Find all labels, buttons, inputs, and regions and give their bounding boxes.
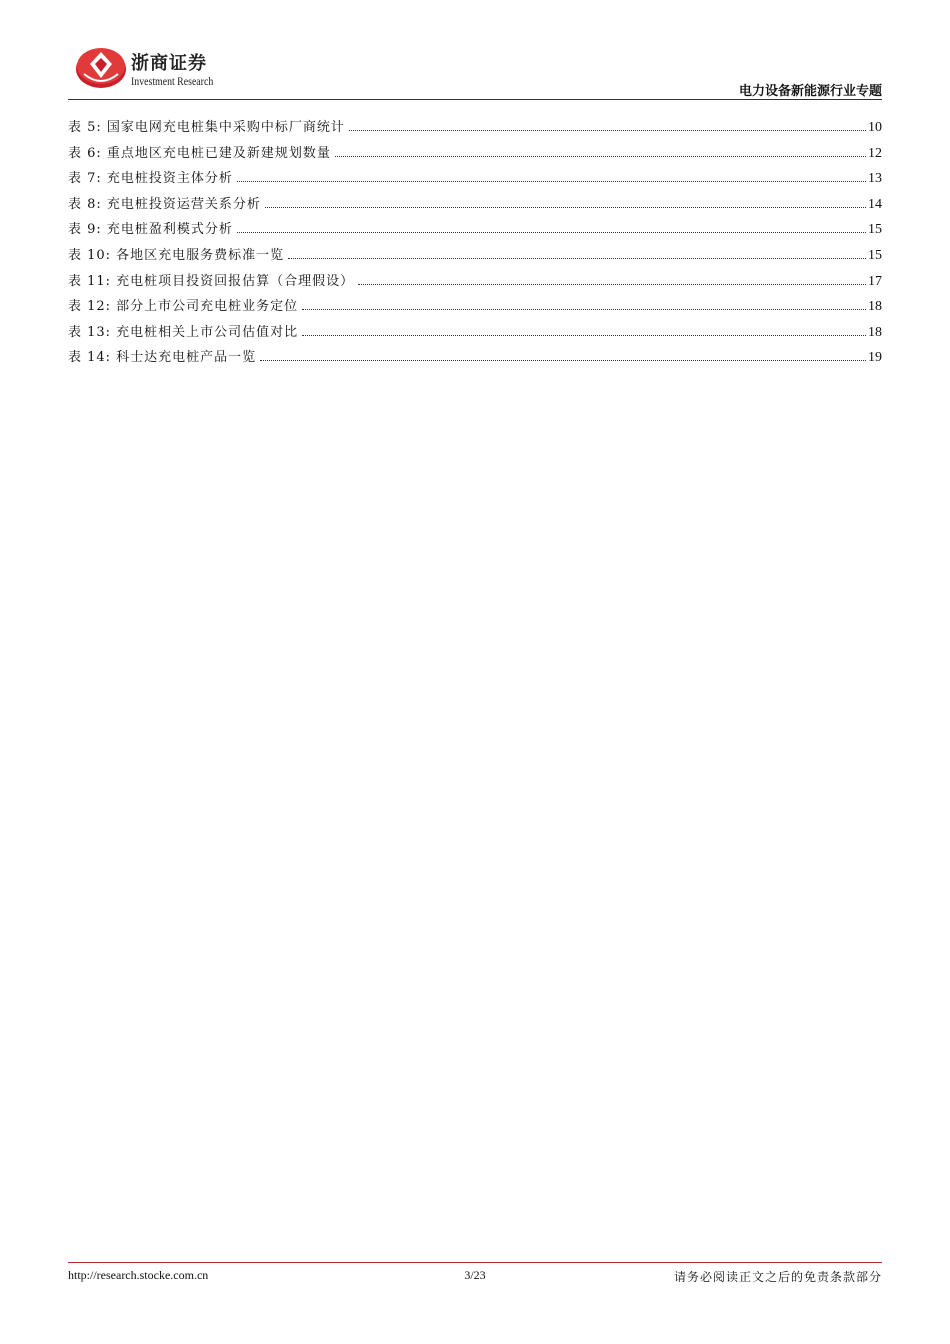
toc-dot-leader [349, 130, 866, 131]
toc-entry-page: 10 [868, 120, 882, 135]
toc-entry-page: 13 [868, 171, 882, 187]
toc-entry-label: 表 10: 各地区充电服务费标准一览 [68, 247, 285, 263]
toc-entry-label: 表 5: 国家电网充电桩集中采购中标厂商统计 [68, 120, 345, 135]
toc-entry[interactable] [68, 169, 882, 195]
toc-entry-page: 18 [868, 299, 882, 315]
toc-entry[interactable] [68, 246, 882, 272]
toc-entry-page: 19 [868, 350, 882, 366]
toc-entry-label: 表 11: 充电桩项目投资回报估算（合理假设） [68, 273, 355, 289]
report-category-title: 电力设备新能源行业专题 [738, 84, 882, 99]
footer-website-link[interactable]: http://research.stocke.com.cn [68, 1268, 209, 1282]
toc-entry-label: 表 13: 充电桩相关上市公司估值对比 [68, 324, 299, 340]
toc-entry-label: 表 7: 充电桩投资主体分析 [68, 171, 233, 187]
toc-entry-page: 15 [868, 247, 882, 263]
toc-entry-page: 18 [868, 324, 882, 340]
toc-dot-leader [265, 207, 866, 208]
toc-entry[interactable] [68, 297, 882, 323]
header-divider [68, 99, 882, 100]
table-of-contents [68, 118, 882, 374]
toc-entry[interactable] [68, 323, 882, 349]
brand-name: 浙商证券 [131, 53, 207, 74]
toc-entry[interactable] [68, 118, 882, 144]
toc-dot-leader [237, 181, 866, 182]
footer-divider [68, 1262, 882, 1263]
toc-entry-label: 表 6: 重点地区充电桩已建及新建规划数量 [68, 145, 331, 161]
toc-entry-page: 14 [868, 196, 882, 212]
toc-entry[interactable] [68, 348, 882, 374]
toc-dot-leader [335, 156, 866, 157]
zheshang-securities-logo-icon [74, 44, 128, 90]
toc-entry[interactable] [68, 272, 882, 298]
toc-dot-leader [358, 284, 866, 285]
page-number: 3/23 [464, 1268, 486, 1282]
toc-entry-page: 12 [868, 145, 882, 161]
toc-dot-leader [237, 232, 866, 233]
toc-entry[interactable] [68, 144, 882, 170]
toc-entry-page: 15 [868, 222, 882, 238]
toc-dot-leader [260, 360, 866, 361]
toc-entry[interactable] [68, 220, 882, 246]
toc-entry-label: 表 9: 充电桩盈利模式分析 [68, 222, 233, 238]
toc-entry-label: 表 8: 充电桩投资运营关系分析 [68, 196, 261, 212]
toc-entry-label: 表 12: 部分上市公司充电桩业务定位 [68, 299, 299, 315]
toc-dot-leader [302, 335, 866, 336]
toc-dot-leader [302, 309, 866, 310]
toc-entry-page: 17 [868, 273, 882, 289]
toc-entry-label: 表 14: 科士达充电桩产品一览 [68, 350, 257, 366]
footer-disclaimer: 请务必阅读正文之后的免责条款部分 [673, 1270, 882, 1284]
toc-entry[interactable] [68, 195, 882, 221]
toc-dot-leader [288, 258, 866, 259]
brand-subtitle: Investment Research [131, 74, 214, 88]
